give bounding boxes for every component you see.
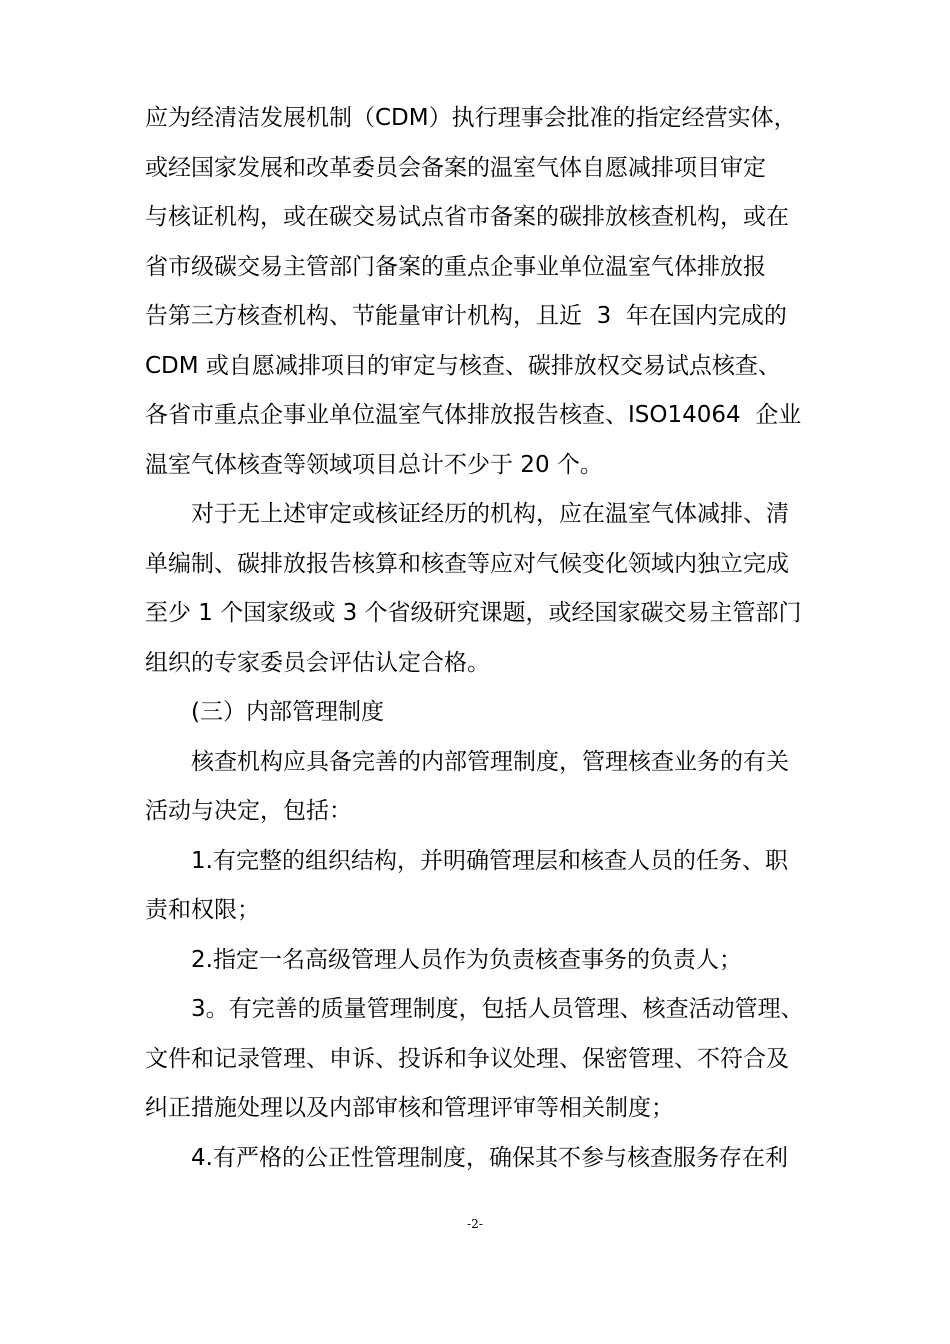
text-line-10: 单编制、碳排放报告核算和核查等应对气候变化领域内独立完成 xyxy=(145,550,789,577)
text-line-2: 或经国家发展和改革委员会备案的温室气体自愿减排项目审定 xyxy=(145,154,766,181)
text-line-3: 与核证机构，或在碳交易试点省市备案的碳排放核查机构，或在 xyxy=(145,204,789,230)
text-line-6: CDM 或自愿减排项目的审定与核查、碳排放权交易试点核查、 xyxy=(145,352,781,379)
text-line-15: 活动与决定，包括： xyxy=(145,798,352,824)
list-item-2: 2.指定一名高级管理人员作为负责核查事务的负责人； xyxy=(191,946,742,973)
text-line-12: 组织的专家委员会评估认定合格。 xyxy=(145,649,490,676)
text-line-11: 至少 1 个国家级或 3 个省级研究课题，或经国家碳交易主管部门 xyxy=(145,600,802,626)
text-line-4: 省市级碳交易主管部门备案的重点企事业单位温室气体排放报 xyxy=(145,253,766,280)
text-line-9: 对于无上述审定或核证经历的机构，应在温室气体减排、清 xyxy=(191,501,789,527)
list-item-1-line-2: 责和权限； xyxy=(145,897,260,923)
page-number: -2- xyxy=(467,1217,483,1231)
text-line-14: 核查机构应具备完善的内部管理制度，管理核查业务的有关 xyxy=(191,748,789,775)
section-heading: (三）内部管理制度 xyxy=(191,699,384,725)
text-line-5: 告第三方核查机构、节能量审计机构，且近 3 年在国内完成的 xyxy=(145,303,787,329)
list-item-4-line-1: 4.有严格的公正性管理制度，确保其不参与核查服务存在利 xyxy=(191,1144,788,1171)
document-body xyxy=(145,94,815,1183)
text-line-8: 温室气体核查等领域项目总计不少于 20 个。 xyxy=(145,451,603,478)
list-item-1-line-1: 1.有完整的组织结构，并明确管理层和核查人员的任务、职 xyxy=(191,847,788,874)
list-item-3-line-3: 纠正措施处理以及内部审核和管理评审等相关制度； xyxy=(145,1095,674,1121)
text-line-7: 各省市重点企事业单位温室气体排放报告核查、ISO14064 企业 xyxy=(145,402,802,428)
list-item-3-line-1: 3。有完善的质量管理制度，包括人员管理、核查活动管理、 xyxy=(191,996,804,1022)
list-item-3-line-2: 文件和记录管理、申诉、投诉和争议处理、保密管理、不符合及 xyxy=(145,1045,789,1072)
text-line-1: 应为经清洁发展机制（CDM）执行理事会批准的指定经营实体， xyxy=(145,105,797,131)
